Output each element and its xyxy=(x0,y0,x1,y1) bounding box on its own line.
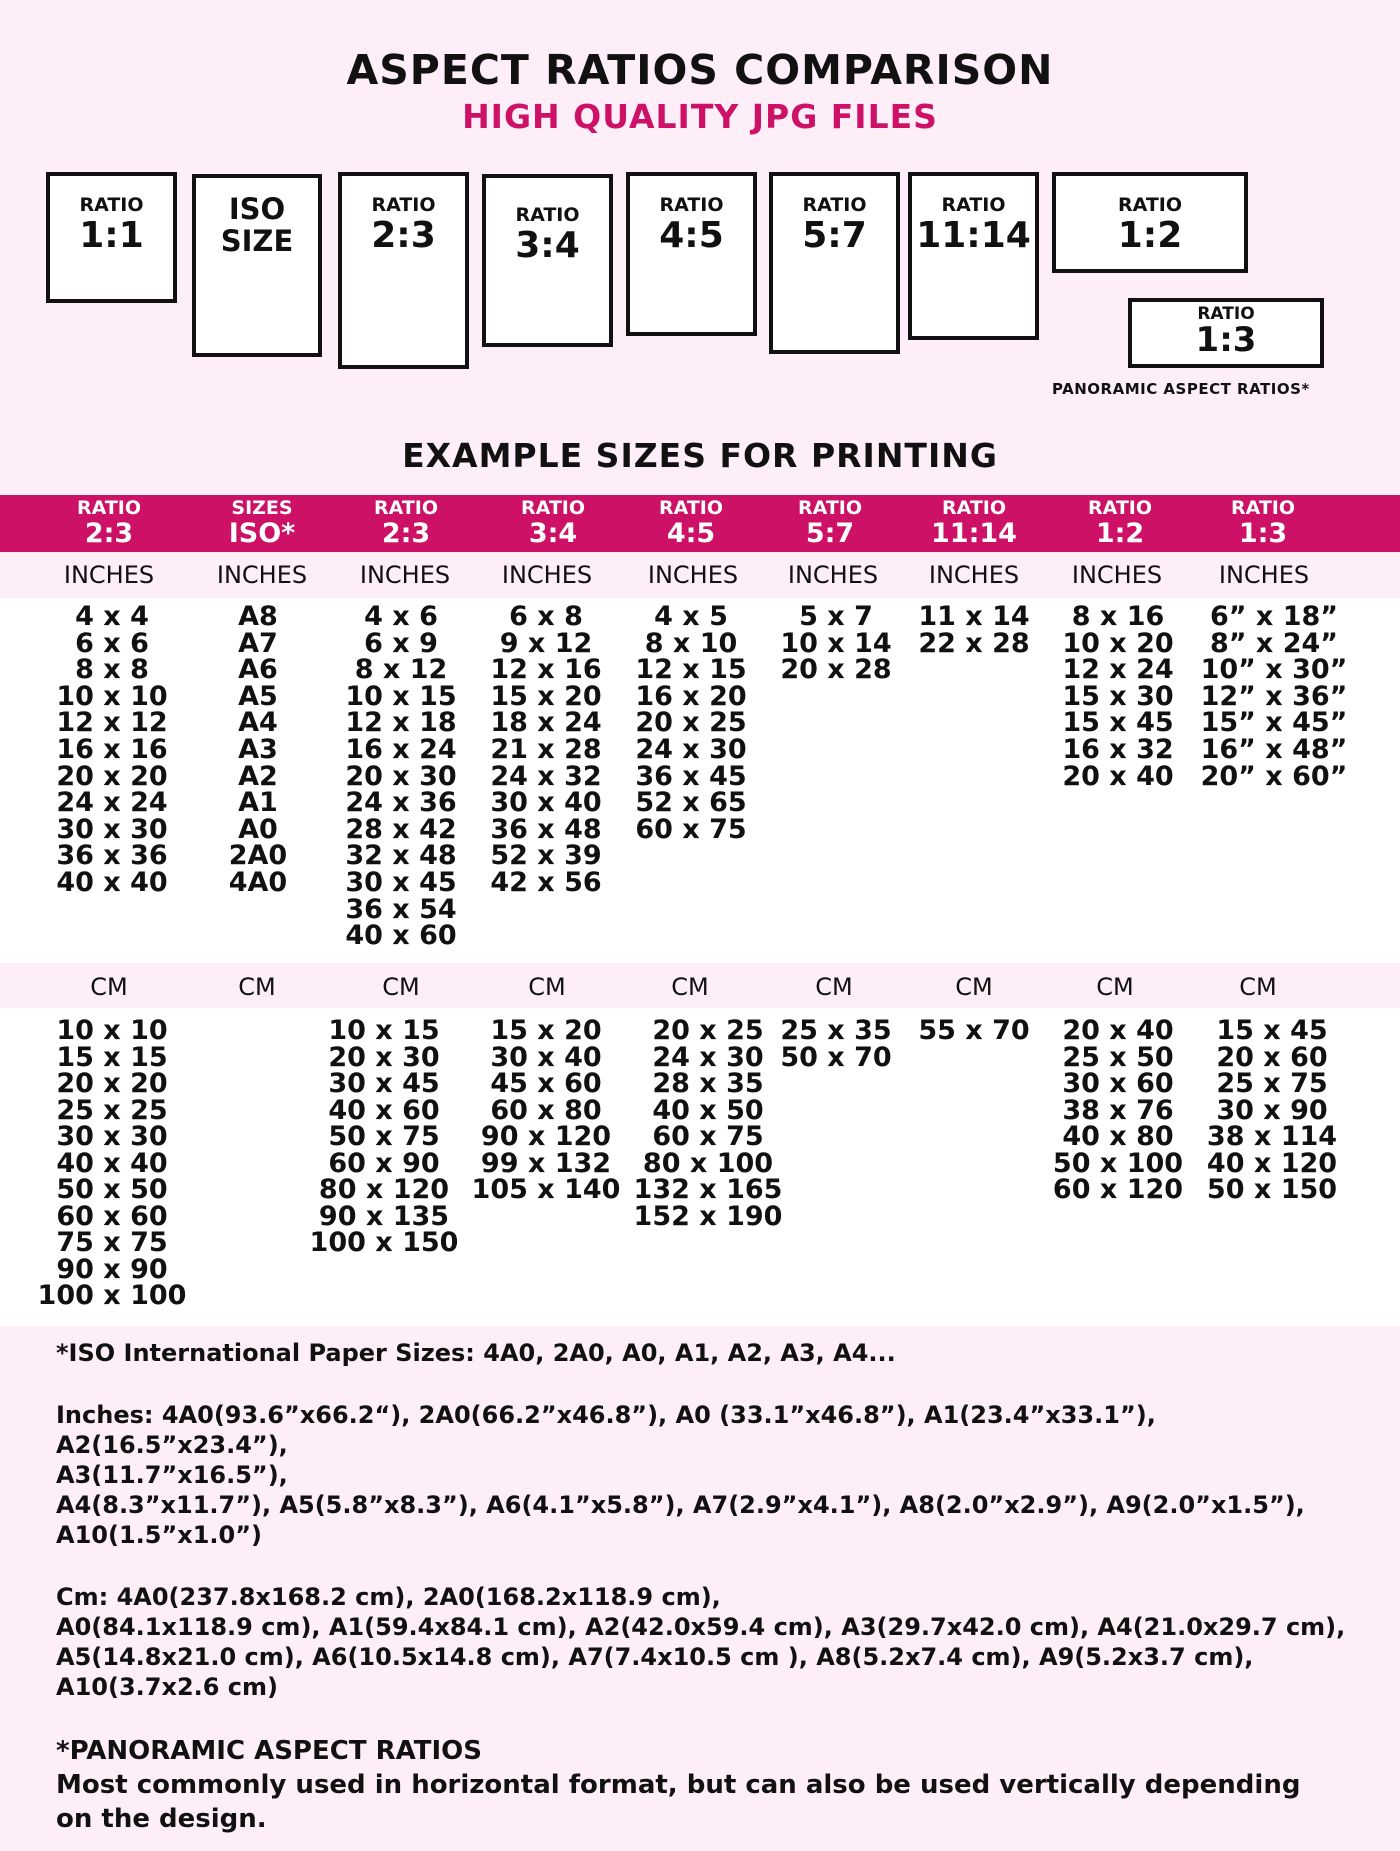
table-header-cell xyxy=(904,497,1044,549)
unit-label-inches: INCHES xyxy=(928,561,1020,589)
header-value: 2:3 xyxy=(381,518,431,549)
ratio-box-label: RATIO xyxy=(941,194,1006,216)
inches-column: 11 x 14 22 x 28 xyxy=(918,601,1030,659)
unit-label-inches: INCHES xyxy=(787,561,879,589)
header-label: RATIO xyxy=(797,497,863,519)
ratio-box-3-4 xyxy=(482,174,613,347)
table-header-cell xyxy=(336,497,476,549)
header-value: 1:2 xyxy=(1095,518,1145,549)
ratio-box-value: 2:3 xyxy=(371,215,436,256)
ratio-box-1-1 xyxy=(46,172,177,303)
unit-label-inches: INCHES xyxy=(1071,561,1163,589)
cm-column: 55 x 70 xyxy=(918,1015,1030,1046)
ratio-box-label: RATIO xyxy=(802,194,867,216)
footnotes xyxy=(56,1338,1376,1836)
table-header-cell xyxy=(1050,497,1190,549)
inches-column: 4 x 4 6 x 6 8 x 8 10 x 10 12 x 12 16 x 16 20 x 20 24 x 24 30 x 30 36 x 36 40 x 40 xyxy=(56,601,168,898)
inches-column: A8 A7 A6 A5 A4 A3 A2 A1 A0 2A0 4A0 xyxy=(228,601,288,898)
note-inches-line: A4(8.3”x11.7”), A5(5.8”x8.3”), A6(4.1”x5.8”), A7(2.9”x4.1”), A8(2.0”x2.9”), A9(2.0”x1.5”), xyxy=(56,1491,1305,1519)
page-title: ASPECT RATIOS COMPARISON xyxy=(346,46,1054,94)
header-label: RATIO xyxy=(1230,497,1296,519)
ratio-box-value: SIZE xyxy=(220,223,294,258)
ratio-box-4-5 xyxy=(626,172,757,336)
ratio-box-label: RATIO xyxy=(659,194,724,216)
note-iso: *ISO International Paper Sizes: 4A0, 2A0, A0, A1, A2, A3, A4... xyxy=(56,1339,896,1367)
header-label: RATIO xyxy=(1087,497,1153,519)
unit-label-cm: CM xyxy=(815,973,853,1001)
note-inches-line: A3(11.7”x16.5”), xyxy=(56,1461,288,1489)
table-header-cell xyxy=(39,497,179,549)
ratio-box-value: 1:3 xyxy=(1195,320,1257,360)
page-subtitle: HIGH QUALITY JPG FILES xyxy=(462,97,938,136)
cm-column: 20 x 25 24 x 30 28 x 35 40 x 50 60 x 75 80 x 100 132 x 165 152 x 190 xyxy=(633,1015,783,1232)
table-header-cell xyxy=(760,497,900,549)
table-header-cell xyxy=(483,497,623,549)
ratio-box-value: 1:2 xyxy=(1117,215,1183,256)
header-label: RATIO xyxy=(941,497,1007,519)
ratio-box-value: 11:14 xyxy=(916,215,1031,256)
inches-column: 4 x 6 6 x 9 8 x 12 10 x 15 12 x 18 16 x 24 20 x 30 24 x 36 28 x 42 32 x 48 30 x 45 36 x 54 40 x 60 xyxy=(345,601,457,952)
note-panoramic-text: on the design. xyxy=(56,1804,267,1834)
note-cm-line: A0(84.1x118.9 cm), A1(59.4x84.1 cm), A2(42.0x59.4 cm), A3(29.7x42.0 cm), A4(21.0x29.7 cm), xyxy=(56,1613,1346,1641)
unit-label-cm: CM xyxy=(1239,973,1277,1001)
ratio-box-label: RATIO xyxy=(1197,304,1255,324)
header-label: RATIO xyxy=(373,497,439,519)
note-inches-line: Inches: 4A0(93.6”x66.2“), 2A0(66.2”x46.8”), A0 (33.1”x46.8”), A1(23.4”x33.1”), A2(16.5”x23.4”), xyxy=(56,1401,1156,1459)
inches-column: 6 x 8 9 x 12 12 x 16 15 x 20 18 x 24 21 x 28 24 x 32 30 x 40 36 x 48 52 x 39 42 x 56 xyxy=(490,601,602,898)
cm-column: 10 x 10 15 x 15 20 x 20 25 x 25 30 x 30 40 x 40 50 x 50 60 x 60 75 x 75 90 x 90 100 x 100 xyxy=(37,1015,187,1311)
unit-label-cm: CM xyxy=(1096,973,1134,1001)
note-panoramic-text: Most commonly used in horizontal format, but can also be used vertically depending xyxy=(56,1770,1301,1800)
unit-label-inches: INCHES xyxy=(216,561,308,589)
ratio-box-value: 4:5 xyxy=(659,215,724,256)
header-value: 3:4 xyxy=(528,518,578,549)
ratio-box-value: 5:7 xyxy=(802,215,867,256)
header-value: 11:14 xyxy=(931,518,1017,549)
ratio-box-2-3 xyxy=(338,172,469,369)
cm-column: 10 x 15 20 x 30 30 x 45 40 x 60 50 x 75 60 x 90 80 x 120 90 x 135 100 x 150 xyxy=(309,1015,459,1258)
header-label: RATIO xyxy=(76,497,142,519)
unit-label-inches: INCHES xyxy=(501,561,593,589)
header-label: RATIO xyxy=(520,497,586,519)
inches-column: 6” x 18” 8” x 24” 10” x 30” 12” x 36” 15” x 45” 16” x 48” 20” x 60” xyxy=(1200,601,1348,792)
table-header-cell xyxy=(1193,497,1333,549)
cm-column: 20 x 40 25 x 50 30 x 60 38 x 76 40 x 80 50 x 100 60 x 120 xyxy=(1052,1015,1184,1205)
unit-label-cm: CM xyxy=(382,973,420,1001)
ratio-box-iso xyxy=(192,174,322,357)
header-value: 5:7 xyxy=(805,518,855,549)
unit-label-inches: INCHES xyxy=(647,561,739,589)
unit-label-inches: INCHES xyxy=(63,561,155,589)
panoramic-note: PANORAMIC ASPECT RATIOS* xyxy=(1052,380,1310,398)
ratio-box-1-3 xyxy=(1128,298,1324,368)
ratio-box-5-7 xyxy=(769,172,900,354)
ratio-box-label: RATIO xyxy=(515,204,580,226)
ratio-box-label: RATIO xyxy=(371,194,436,216)
note-cm-line: A10(3.7x2.6 cm) xyxy=(56,1673,279,1701)
unit-label-cm: CM xyxy=(238,973,276,1001)
cm-column: 15 x 45 20 x 60 25 x 75 30 x 90 38 x 114 40 x 120 50 x 150 xyxy=(1206,1015,1338,1205)
inches-column: 5 x 7 10 x 14 20 x 28 xyxy=(780,601,892,686)
note-inches-line: A10(1.5”x1.0”) xyxy=(56,1521,262,1549)
unit-label-cm: CM xyxy=(671,973,709,1001)
note-cm-line: A5(14.8x21.0 cm), A6(10.5x14.8 cm), A7(7.4x10.5 cm ), A8(5.2x7.4 cm), A9(5.2x3.7 cm), xyxy=(56,1643,1254,1671)
unit-label-cm: CM xyxy=(90,973,128,1001)
ratio-box-label: RATIO xyxy=(79,194,144,216)
unit-label-inches: INCHES xyxy=(1218,561,1310,589)
header-value: 1:3 xyxy=(1238,518,1288,549)
ratio-box-11-14 xyxy=(908,172,1039,340)
header-value: 4:5 xyxy=(666,518,716,549)
header-value: ISO* xyxy=(228,518,296,549)
unit-label-inches: INCHES xyxy=(359,561,451,589)
unit-label-cm: CM xyxy=(955,973,993,1001)
header-value: 2:3 xyxy=(84,518,134,549)
cm-column: 15 x 20 30 x 40 45 x 60 60 x 80 90 x 120 99 x 132 105 x 140 xyxy=(471,1015,621,1205)
header-label: RATIO xyxy=(658,497,724,519)
note-cm-line: Cm: 4A0(237.8x168.2 cm), 2A0(168.2x118.9 cm), xyxy=(56,1583,721,1611)
ratio-box-1-2 xyxy=(1052,172,1248,273)
inches-column: 4 x 5 8 x 10 12 x 15 16 x 20 20 x 25 24 x 30 36 x 45 52 x 65 60 x 75 xyxy=(635,601,747,845)
unit-label-cm: CM xyxy=(528,973,566,1001)
inches-column: 8 x 16 10 x 20 12 x 24 15 x 30 15 x 45 16 x 32 20 x 40 xyxy=(1062,601,1174,792)
cm-column: 25 x 35 50 x 70 xyxy=(780,1015,892,1073)
note-panoramic-title: *PANORAMIC ASPECT RATIOS xyxy=(56,1736,482,1766)
header-label: SIZES xyxy=(231,497,293,519)
ratio-box-value: 3:4 xyxy=(515,225,580,266)
ratio-box-label: ISO xyxy=(228,192,286,226)
ratio-box-value: 1:1 xyxy=(79,215,144,256)
table-header-cell xyxy=(621,497,761,549)
section-title: EXAMPLE SIZES FOR PRINTING xyxy=(402,436,998,475)
ratio-box-label: RATIO xyxy=(1117,194,1183,216)
table-header-cell xyxy=(192,497,332,549)
